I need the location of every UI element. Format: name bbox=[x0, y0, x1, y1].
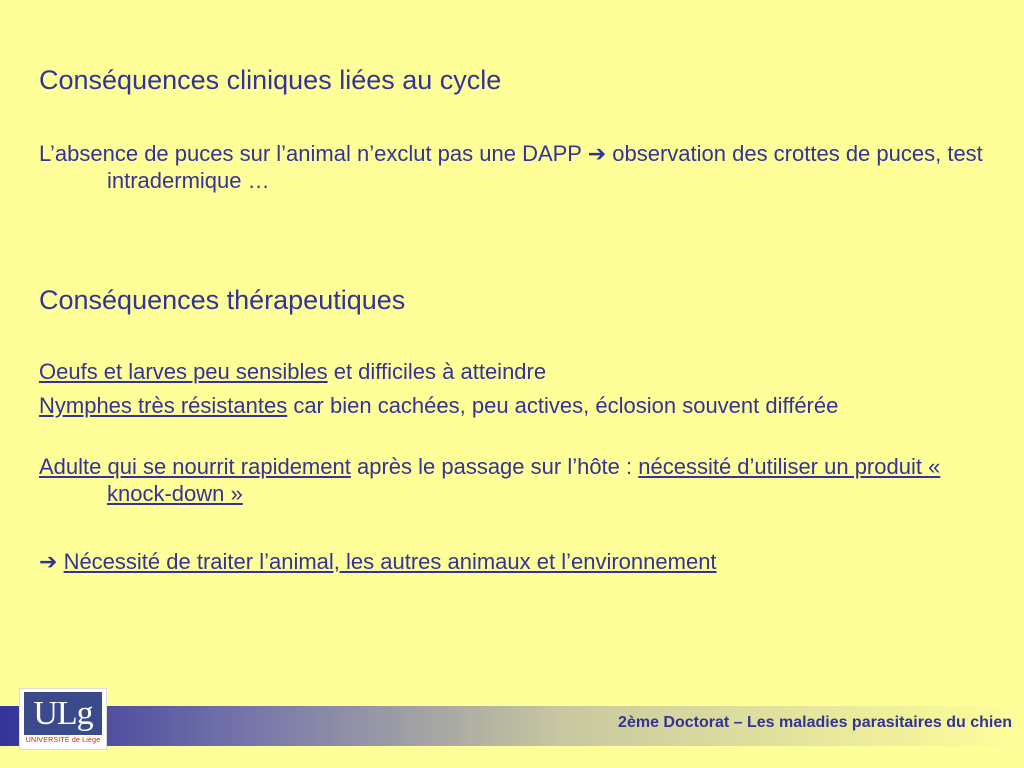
paragraph-absence-puces bbox=[39, 140, 999, 194]
ulg-logo-caption: UNIVERSITÉ de Liège bbox=[25, 737, 101, 744]
conclusion-line bbox=[39, 548, 999, 575]
item-nymphes-underlined: Nymphes très résistantes bbox=[39, 393, 288, 418]
item-adulte-necessite: nécessité d’utiliser un produit « knock-down » bbox=[107, 454, 941, 506]
right-arrow-icon: ➔ bbox=[587, 141, 607, 166]
item-adulte bbox=[39, 453, 999, 507]
ulg-logo-mark: ULg bbox=[24, 692, 102, 735]
conclusion-underlined: Nécessité de traiter l’animal, les autres animaux et l’environnement bbox=[63, 549, 717, 574]
item-nymphes-rest: car bien cachées, peu actives, éclosion souvent différée bbox=[287, 393, 839, 418]
footer-course-title: 2ème Doctorat – Les maladies parasitaires du chien bbox=[618, 714, 1012, 731]
section-title-clinical: Conséquences cliniques liées au cycle bbox=[39, 65, 502, 95]
item-oeufs bbox=[39, 358, 999, 385]
paragraph-observation-text: observation des crottes de puces, test intradermique … bbox=[107, 141, 983, 193]
section-title-therapeutic: Conséquences thérapeutiques bbox=[39, 285, 406, 315]
item-adulte-underlined: Adulte qui se nourrit rapidement bbox=[39, 454, 351, 479]
ulg-logo bbox=[19, 688, 107, 750]
item-nymphes bbox=[39, 392, 999, 419]
paragraph-absence-text: L’absence de puces sur l’animal n’exclut pas une DAPP bbox=[39, 141, 588, 166]
item-adulte-rest: après le passage sur l’hôte : bbox=[350, 454, 639, 479]
item-oeufs-underlined: Oeufs et larves peu sensibles bbox=[39, 359, 328, 384]
right-arrow-icon: ➔ bbox=[39, 549, 58, 574]
item-oeufs-rest: et difficiles à atteindre bbox=[327, 359, 547, 384]
